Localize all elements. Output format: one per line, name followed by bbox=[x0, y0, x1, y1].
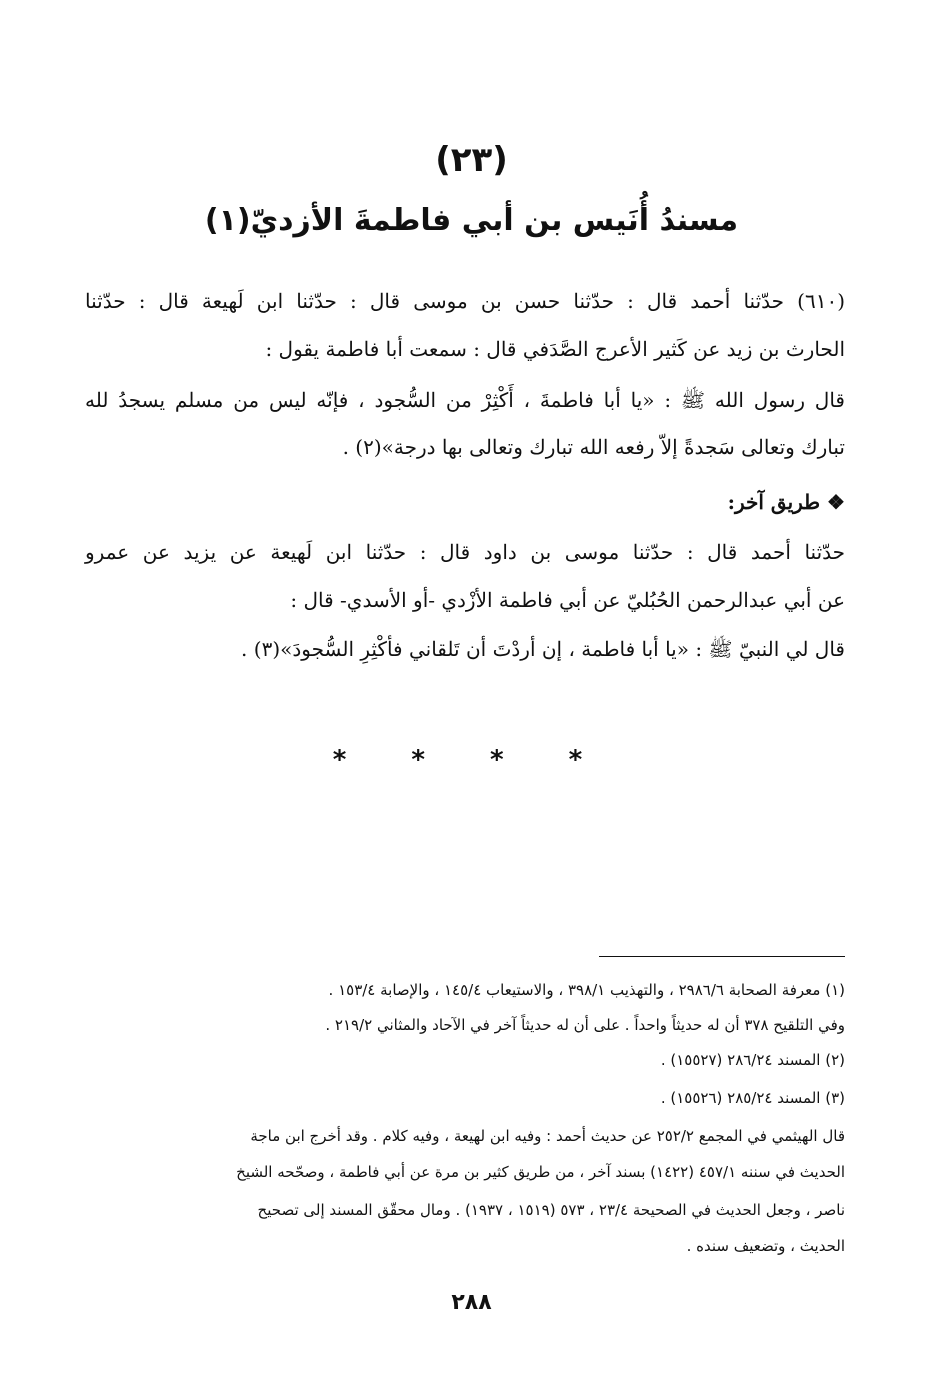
alternate-chain-line-1: حدّثنا أحمد قال : حدّثنا موسى بن داود قال : حدّثنا ابن لَهيعة عن يزيد عن عمرو bbox=[85, 540, 845, 564]
alternate-chain-line-3: قال لي النبيّ ﷺ : «يا أبا فاطمة ، إن أردْتَ أن تَلقاني فأكْثِرِ السُّجودَ»(٣) . bbox=[241, 637, 845, 661]
footnote-3-comment-line-4: الحديث ، وتضعيف سنده . bbox=[686, 1237, 845, 1255]
footnote-divider bbox=[599, 956, 845, 957]
hadith-610-line-3: قال رسول الله ﷺ : «يا أبا فاطمةَ ، أَكْثِرْ من السُّجود ، فإنّه ليس من مسلم يسجدُ لله bbox=[85, 388, 845, 412]
alternate-chain-line-2: عن أبي عبدالرحمن الحُبُليّ عن أبي فاطمة الأزْدي -أو الأسدي- قال : bbox=[290, 588, 845, 612]
footnote-3-comment-line-2: الحديث في سننه ٤٥٧/١ (١٤٢٢) بسند آخر ، من طريق كثير بن مرة عن أبي فاطمة ، وصحّحه الشيخ bbox=[236, 1163, 845, 1181]
section-separator: * * * * bbox=[332, 745, 611, 775]
footnote-1-continued: وفي التلقيح ٣٧٨ أن له حديثاً واحداً . على أن له حديثاً آخر في الآحاد والمثاني ٢١٩/٢ . bbox=[325, 1016, 845, 1034]
footnote-3-comment-line-3: ناصر ، وجعل الحديث في الصحيحة ٢٣/٤ ، ٥٧٣ (١٥١٩ ، ١٩٣٧) . ومال محقّق المسند إلى تصحيح bbox=[257, 1201, 845, 1219]
chapter-title: مسندُ أُنَيس بن أبي فاطمةَ الأزديّ(١) bbox=[204, 203, 739, 238]
alternate-chain-heading: ❖ طريق آخر: bbox=[727, 490, 845, 514]
footnote-2: (٢) المسند ٢٨٦/٢٤ (١٥٥٢٧) . bbox=[660, 1051, 845, 1069]
hadith-610-line-2: الحارث بن زيد عن كَثير الأعرج الصَّدَفي قال : سمعت أبا فاطمة يقول : bbox=[265, 337, 845, 361]
footnote-3: (٣) المسند ٢٨٥/٢٤ (١٥٥٢٦) . bbox=[660, 1089, 845, 1107]
hadith-610-line-4: تبارك وتعالى سَجدةً إلاّ رفعه الله تبارك وتعالى بها درجة»(٢) . bbox=[342, 435, 845, 459]
footnote-3-comment-line-1: قال الهيثمي في المجمع ٢٥٢/٢ عن حديث أحمد : وفيه ابن لهيعة ، وفيه كلام . وقد أخرج ابن ماجة bbox=[250, 1127, 845, 1145]
hadith-610-line-1: (٦١٠) حدّثنا أحمد قال : حدّثنا حسن بن موسى قال : حدّثنا ابن لَهيعة قال : حدّثنا bbox=[85, 289, 845, 313]
page-number: ٢٨٨ bbox=[451, 1290, 492, 1315]
chapter-number: (٢٣) bbox=[435, 140, 508, 180]
footnote-1: (١) معرفة الصحابة ٢٩٨٦/٦ ، والتهذيب ٣٩٨/١ ، والاستيعاب ١٤٥/٤ ، والإصابة ١٥٣/٤ . bbox=[328, 981, 845, 999]
